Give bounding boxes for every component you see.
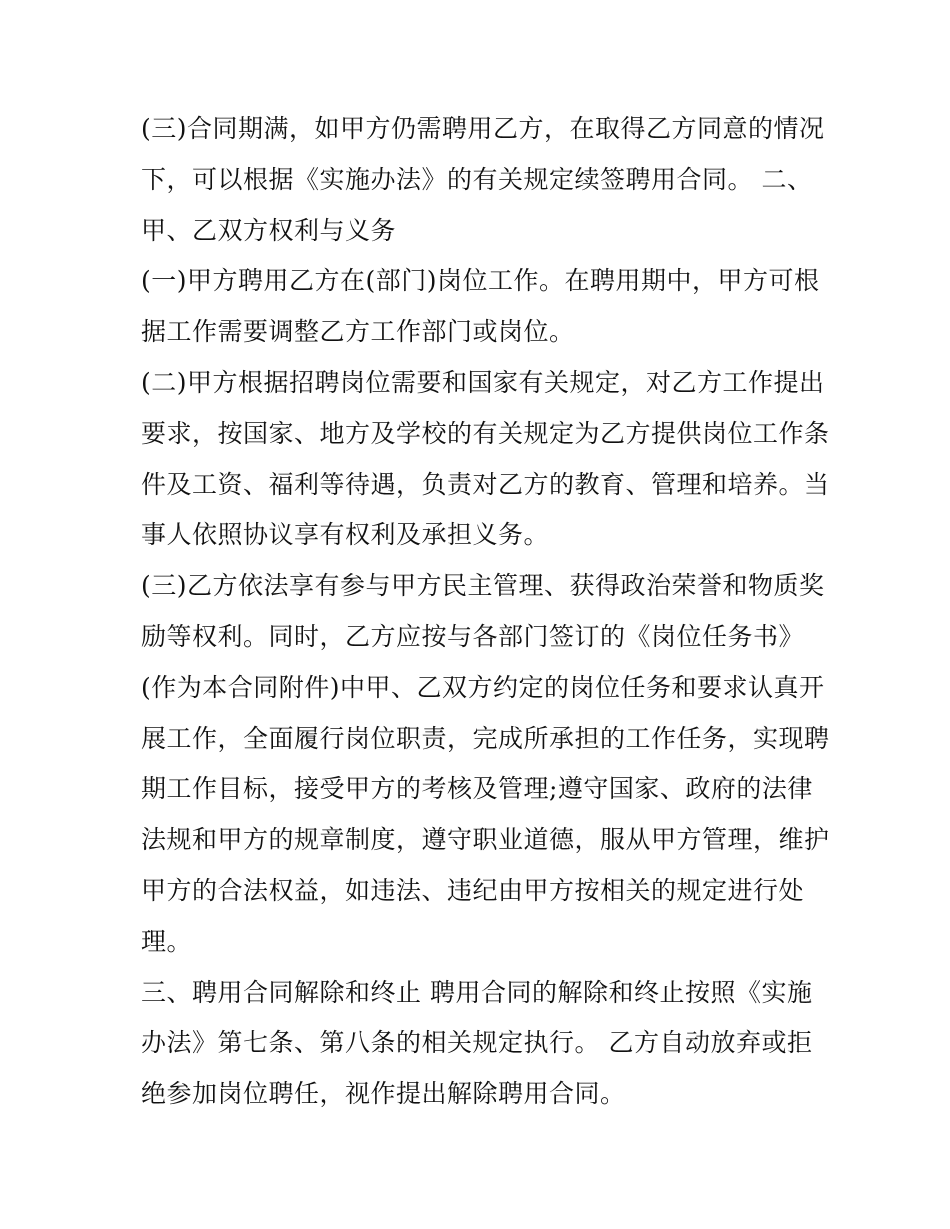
text-line: 办法》第七条、第八条的相关规定执行。 乙方自动放弃或拒 bbox=[141, 1028, 813, 1058]
text-line: (作为本合同附件)中甲、乙双方约定的岗位任务和要求认真开 bbox=[141, 672, 825, 702]
text-line: (二)甲方根据招聘岗位需要和国家有关规定，对乙方工作提出 bbox=[141, 367, 825, 397]
text-line: 甲、乙双方权利与义务 bbox=[141, 215, 397, 245]
text-line: 事人依照协议享有权利及承担义务。 bbox=[141, 520, 550, 550]
text-line: 理。 bbox=[141, 926, 193, 956]
text-line: 绝参加岗位聘任，视作提出解除聘用合同。 bbox=[141, 1079, 626, 1109]
document-body bbox=[141, 104, 830, 1120]
text-line: (一)甲方聘用乙方在(部门)岗位工作。在聘用期中，甲方可根 bbox=[141, 266, 820, 296]
text-line: 展工作，全面履行岗位职责，完成所承担的工作任务，实现聘 bbox=[141, 723, 830, 753]
text-line: 件及工资、福利等待遇，负责对乙方的教育、管理和培养。当 bbox=[141, 469, 830, 499]
text-line: 法规和甲方的规章制度，遵守职业道德，服从甲方管理，维护 bbox=[141, 825, 830, 855]
text-line: 励等权利。同时，乙方应按与各部门签订的《岗位任务书》 bbox=[141, 621, 805, 651]
text-line: 下，可以根据《实施办法》的有关规定续签聘用合同。 二、 bbox=[141, 164, 813, 194]
text-line: 要求，按国家、地方及学校的有关规定为乙方提供岗位工作条 bbox=[141, 418, 830, 448]
text-line: 甲方的合法权益，如违法、违纪由甲方按相关的规定进行处 bbox=[141, 875, 805, 905]
text-line: (三)乙方依法享有参与甲方民主管理、获得政治荣誉和物质奖 bbox=[141, 571, 825, 601]
text-line: 据工作需要调整乙方工作部门或岗位。 bbox=[141, 317, 575, 347]
text-line: (三)合同期满，如甲方仍需聘用乙方，在取得乙方同意的情况 bbox=[141, 114, 825, 143]
text-line: 期工作目标，接受甲方的考核及管理;遵守国家、政府的法律 bbox=[141, 774, 813, 804]
text-line: 三、聘用合同解除和终止 聘用合同的解除和终止按照《实施 bbox=[141, 977, 813, 1007]
